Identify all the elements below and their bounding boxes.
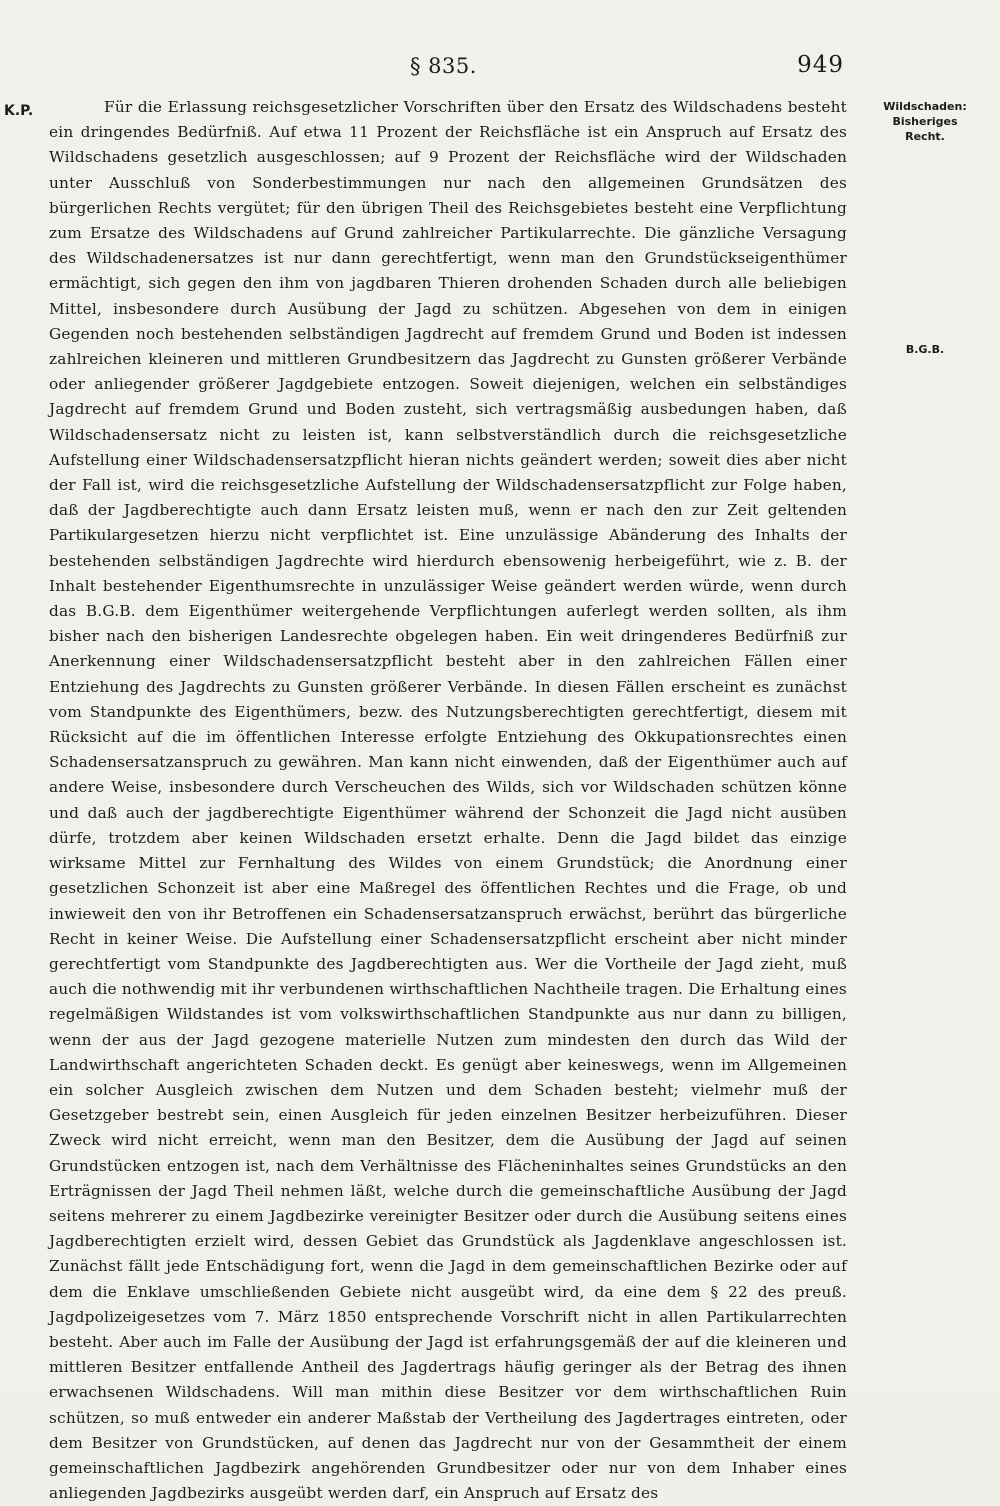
margin-marker: K.P. [4, 103, 34, 119]
sidenote-line: Wildschaden: [883, 100, 967, 113]
sidenote-wildschaden [852, 99, 998, 144]
section-reference: § 835. [410, 54, 477, 78]
sidenote-bgb: B.G.B. [905, 343, 945, 356]
body-text [49, 95, 847, 1506]
page-number: 949 [797, 52, 844, 78]
sidenote-line: Bisheriges [892, 115, 958, 128]
sidenote-line: Recht. [905, 130, 945, 143]
body-paragraph: Für die Erlassung reichsgesetzlicher Vorschriften über den Ersatz des Wildschadens besteht ein dringendes Bedürfniß. Auf etwa 11 Prozent der Reichsfläche ist ein Anspruch auf Ersatz des Wildschadens gesetzlich ausgeschlossen; auf 9 Prozent der Reichsfläche wird der Wildschaden unter Ausschluß von Sonderbestimmungen nur nach den allgemeinen Grundsätzen des bürgerlichen Rechts vergütet; für den übrigen Theil des Reichsgebietes besteht eine Verpflichtung zum Ersatze des Wildschadens auf Grund zahlreicher Partikularrechte. Die gänzliche Versagung des Wildschadenersatzes ist nur dann gerechtfertigt, wenn man den Grundstückseigenthümer ermächtigt, sich gegen den ihm von jagdbaren Thieren drohenden Schaden durch alle beliebigen Mittel, insbesondere durch Ausübung der Jagd zu schützen. Abgesehen von dem in einigen Gegenden noch bestehenden selbständigen Jagdrecht auf fremdem Grund und Boden ist indessen zahlreichen kleineren und mittleren Grundbesitzern das Jagdrecht zu Gunsten größerer Verbände oder anliegender größerer Jagdgebiete entzogen. Soweit diejenigen, welchen ein selbständiges Jagdrecht auf fremdem Grund und Boden zusteht, sich vertragsmäßig ausbedungen haben, daß Wildschadensersatz nicht zu leisten ist, kann selbstverständlich durch die reichsgesetzliche Aufstellung einer Wildschadensersatzpflicht hieran nichts geändert werden; soweit dies aber nicht der Fall ist, wird die reichsgesetzliche Aufstellung der Wildschadensersatzpflicht zur Folge haben, daß der Jagdberechtigte auch dann Ersatz leisten muß, wenn er nach den zur Zeit geltenden Partikulargesetzen hierzu nicht verpflichtet ist. Eine unzulässige Abänderung des Inhalts der bestehenden selbständigen Jagdrechte wird hierdurch ebensowenig herbeigeführt, wie z. B. der Inhalt bestehender Eigenthumsrechte in unzulässiger Weise geändert werden würde, wenn durch das B.G.B. dem Eigenthümer weitergehende Verpflichtungen auferlegt werden sollten, als ihm bisher nach den bisherigen Landesrechte obgelegen haben. Ein weit dringenderes Bedürfniß zur Anerkennung einer Wildschadensersatzpflicht besteht aber in den zahlreichen Fällen einer Entziehung des Jagdrechts zu Gunsten größerer Verbände. In diesen Fällen erscheint es zunächst vom Standpunkte des Eigenthümers, bezw. des Nutzungsberechtigten gerechtfertigt, diesem mit Rücksicht auf die im öffentlichen Interesse erfolgte Entziehung des Okkupationsrechtes einen Schadensersatzanspruch zu gewähren. Man kann nicht einwenden, daß der Eigenthümer auch auf andere Weise, insbesondere durch Verscheuchen des Wilds, sich vor Wildschaden schützen könne und daß auch der jagdberechtigte Eigenthümer während der Schonzeit die Jagd nicht ausüben dürfe, trotzdem aber keinen Wildschaden ersetzt erhalte. Denn die Jagd bildet das einzige wirksame Mittel zur Fernhaltung des Wildes von einem Grundstück; die Anordnung einer gesetzlichen Schonzeit ist aber eine Maßregel des öffentlichen Rechtes und die Frage, ob und inwieweit den von ihr Betroffenen ein Schadensersatzanspruch erwächst, berührt das bürgerliche Recht in keiner Weise. Die Aufstellung einer Schadensersatzpflicht erscheint aber nicht minder gerechtfertigt vom Standpunkte des Jagdberechtigten aus. Wer die Vortheile der Jagd zieht, muß auch die nothwendig mit ihr verbundenen wirthschaftlichen Nachtheile tragen. Die Erhaltung eines regelmäßigen Wildstandes ist vom volkswirthschaftlichen Standpunkte aus nur dann zu billigen, wenn der aus der Jagd gezogene materielle Nutzen zum mindesten den durch das Wild der Landwirthschaft angerichteten Schaden deckt. Es genügt aber keineswegs, wenn im Allgemeinen ein solcher Ausgleich zwischen dem Nutzen und dem Schaden besteht; vielmehr muß der Gesetzgeber bestrebt sein, einen Ausgleich für jeden einzelnen Besitzer herbeizuführen. Dieser Zweck wird nicht erreicht, wenn man den Besitzer, dem die Ausübung der Jagd auf seinen Grundstücken entzogen ist, nach dem Verhältnisse des Flächeninhaltes seines Grundstücks an den Erträgnissen der Jagd Theil nehmen läßt, welche durch die gemeinschaftliche Ausübung der Jagd seitens mehrerer zu einem Jagdbezirke vereinigter Besitzer oder durch die Ausübung seitens eines Jagdberechtigten erzielt wird, dessen Gebiet das Grundstück als Jagdenklave angeschlossen ist. Zunächst fällt jede Entschädigung fort, wenn die Jagd in dem gemeinschaftlichen Bezirke oder auf dem die Enklave umschließenden Gebiete nicht ausgeübt wird, da eine dem § 22 des preuß. Jagdpolizeigesetzes vom 7. März 1850 entsprechende Vorschrift nicht in allen Partikularrechten besteht. Aber auch im Falle der Ausübung der Jagd ist erfahrungsgemäß der auf die kleineren und mittleren Besitzer entfallende Antheil des Jagdertrags häufig geringer als der Betrag des ihnen erwachsenen Wildschadens. Will man mithin diese Besitzer vor dem wirthschaftlichen Ruin schützen, so muß entweder ein anderer Maßstab der Vertheilung des Jagdertrages eintreten, oder dem Besitzer von Grundstücken, auf denen das Jagdrecht nur von der Gesammtheit der einem gemeinschaftlichen Jagdbezirk angehörenden Grundbesitzer oder nur von dem Inhaber eines anliegenden Jagdbezirks ausgeübt werden darf, ein Anspruch auf Ersatz des [49, 98, 847, 1503]
page-header [60, 54, 940, 88]
